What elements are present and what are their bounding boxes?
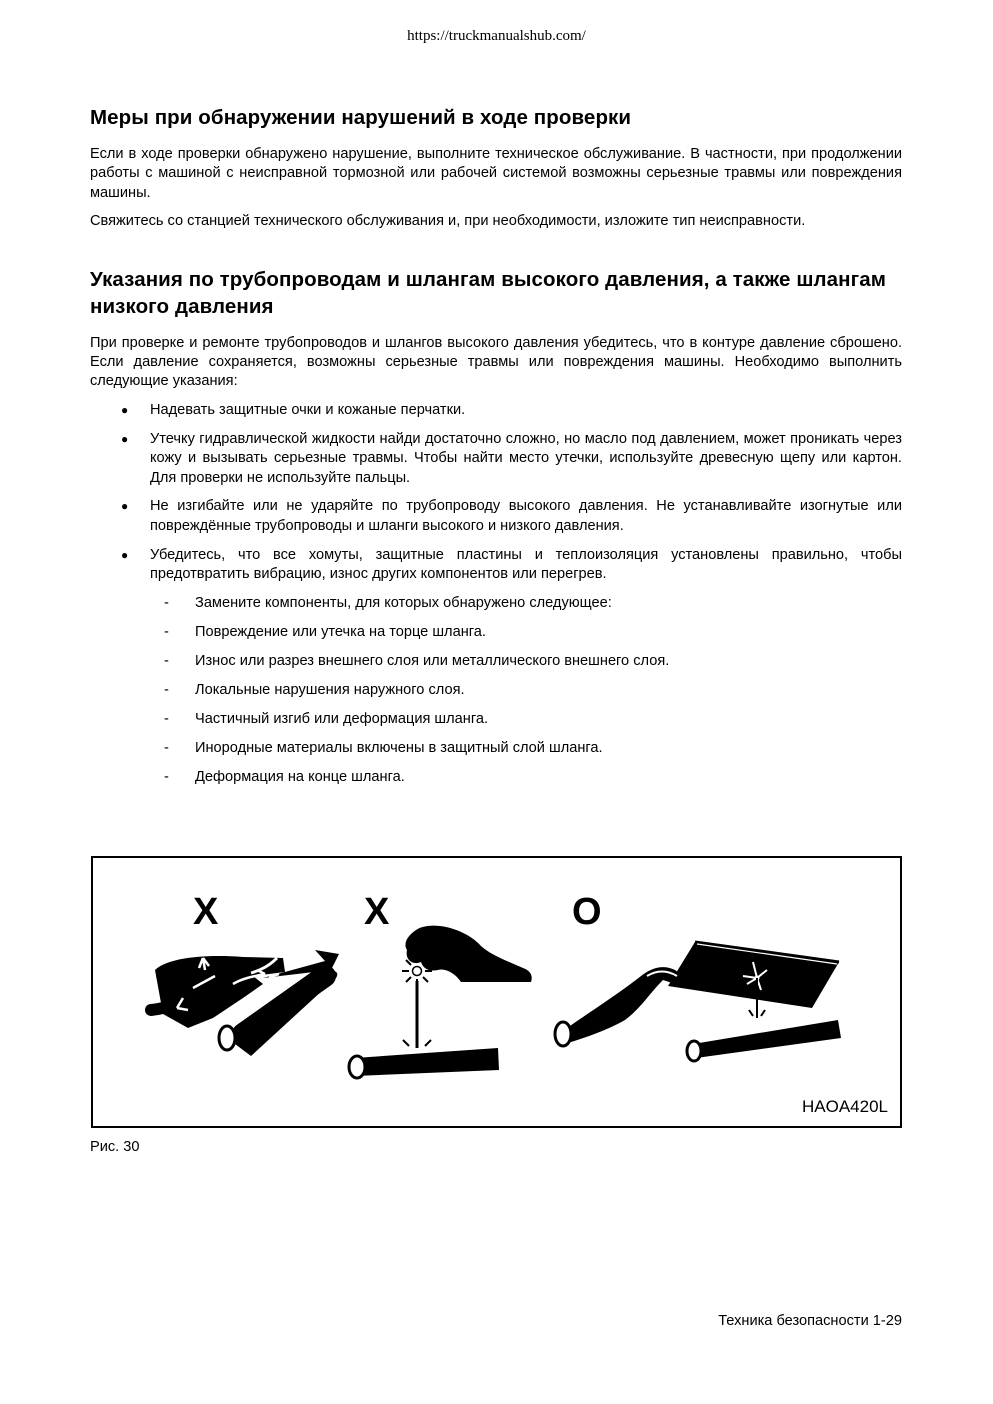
bullet-item — [90, 401, 902, 420]
dash-item — [90, 681, 902, 700]
bullet-text: Надевать защитные очки и кожаные перчатки. — [150, 401, 466, 418]
dash-item — [90, 710, 902, 729]
dash-text: Замените компоненты, для которых обнаружено следующее: — [195, 595, 612, 612]
bullet-icon: ● — [121, 431, 129, 446]
figure-mark-x-2: X — [364, 891, 390, 933]
dash-text: Частичный изгиб или деформация шланга. — [195, 711, 489, 728]
figure-mark-x-1: X — [193, 891, 219, 933]
bullet-text: Не изгибайте или не ударяйте по трубопроводу высокого давления. Не устанавливайте изогнутые или повреждённые трубопроводы и шланги высокого и низкого давления. — [150, 498, 902, 534]
dash-icon: - — [164, 711, 169, 728]
section-title-inspection: Меры при обнаружении нарушений в ходе проверки — [90, 106, 632, 129]
dash-text: Инородные материалы включены в защитный слой шланга. — [195, 740, 603, 757]
hand-finger-icon — [151, 950, 339, 1056]
dash-icon: - — [164, 653, 169, 670]
dash-item — [90, 768, 902, 787]
paragraph: Если в ходе проверки обнаружено нарушение, выполните техническое обслуживание. В частности, при продолжении работы с машиной с неисправной тормозной или рабочей системой возможны серьезные травмы или повреждения машины. — [90, 146, 902, 201]
dash-list — [90, 594, 902, 787]
paragraph-intro: При проверке и ремонте трубопроводов и шлангов высокого давления убедитесь, что в контуре давление сброшено. Если давление сохраняется, возможны серьезные травмы или повреждения машины. Необходимо выполнить следующие указания: — [90, 334, 902, 390]
hose-leak-figure — [91, 856, 902, 1128]
dash-icon: - — [164, 595, 169, 612]
bullet-icon: ● — [121, 402, 129, 417]
header-url[interactable]: https://truckmanualshub.com/ — [407, 28, 586, 44]
dash-icon: - — [164, 682, 169, 699]
dash-item — [90, 623, 902, 642]
dash-item — [90, 739, 902, 758]
dash-icon: - — [164, 624, 169, 641]
dash-text: Локальные нарушения наружного слоя. — [195, 682, 465, 699]
bullet-item — [90, 546, 902, 585]
bullet-text: Утечку гидравлической жидкости найди достаточно сложно, но масло под давлением, может проникать через кожу и вызывать серьезные травмы. Чтобы найти место утечки, используйте древесную щепу или картон. Для проверки не используйте пальцы. — [150, 430, 902, 486]
dash-item — [90, 594, 902, 613]
dash-item — [90, 652, 902, 671]
paragraph: Свяжитесь со станцией технического обслуживания и, при необходимости, изложите тип неисправности. — [90, 213, 806, 230]
bullet-list — [90, 401, 902, 585]
section-title-hoses: Указания по трубопроводам и шлангам высокого давления, а также шлангам низкого давления — [90, 267, 887, 318]
page-footer: Техника безопасности 1-29 — [718, 1313, 902, 1329]
bullet-icon: ● — [121, 547, 129, 562]
figure-illustration — [93, 858, 900, 1126]
dash-text: Деформация на конце шланга. — [195, 769, 405, 786]
figure-id: HAOA420L — [802, 1097, 888, 1116]
dash-text: Износ или разрез внешнего слоя или металлического внешнего слоя. — [195, 653, 670, 670]
dash-text: Повреждение или утечка на торце шланга. — [195, 624, 486, 641]
page-content — [90, 104, 902, 797]
bullet-item — [90, 430, 902, 488]
dash-icon: - — [164, 740, 169, 757]
figure-mark-o: O — [572, 891, 602, 933]
figure-caption: Рис. 30 — [90, 1139, 140, 1155]
person-face-icon — [349, 926, 532, 1078]
bullet-text: Убедитесь, что все хомуты, защитные пластины и теплоизоляция установлены правильно, чтобы предотвратить вибрацию, износ других компонентов или перегрев. — [150, 546, 902, 583]
dash-icon: - — [164, 769, 169, 786]
bullet-item — [90, 497, 902, 536]
cardboard-check-icon — [555, 942, 841, 1061]
bullet-icon: ● — [121, 499, 129, 514]
